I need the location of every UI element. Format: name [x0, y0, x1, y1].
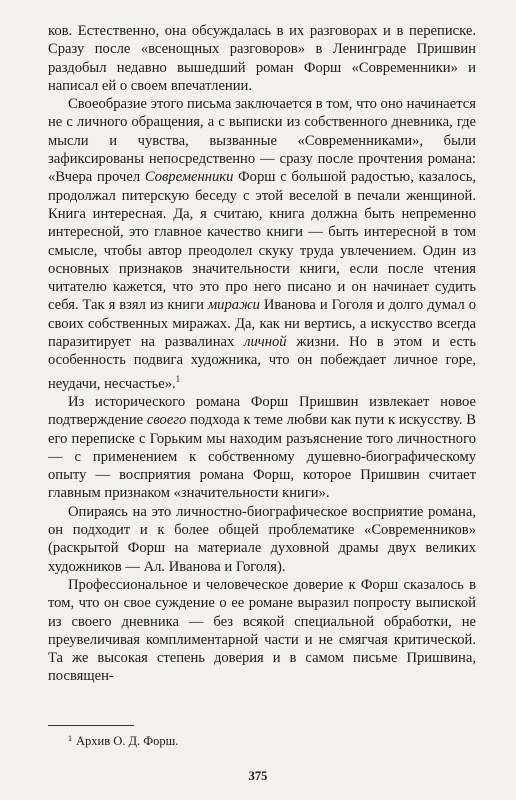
- paragraph-2: [48, 95, 476, 393]
- footnote: [68, 731, 178, 749]
- footnote-text: Архив О. Д. Форш.: [76, 734, 179, 748]
- paragraph-2-italic-1: Современники: [144, 169, 234, 186]
- paragraph-2-italic-3: личной: [244, 334, 287, 351]
- paragraph-4: Опираясь на это личностно-биографическое восприятие романа, он подходит и к более общей проблематике «Современников» (раскрытой Форш на материале духовной драмы двух великих художников — Ал. Иванова и Гоголя).: [48, 503, 476, 575]
- paragraph-3-italic-1: своего: [146, 412, 187, 429]
- page-body: [48, 22, 476, 686]
- paragraph-3-text-b: подхода к теме любви как пути к искусству. В его переписке с Горьким мы находим разъяснение того личностного — с применением к собственному душевно-биографическому опыту — восприятия романа Форш, которое Пришвин считает главным признаком «значительности книги».: [48, 412, 476, 502]
- footnote-mark: 1: [68, 734, 72, 743]
- paragraph-5: Профессиональное и человеческое доверие к Форш сказалось в том, что он свое суждение о ее романе выразил попросту выпиской из своего дневника — без всякой специальной обработки, не преувеличивая комплиментарной части и не смягчая критической. Та же высокая степень доверия и в самом письме Пришвина, посвящен-: [48, 576, 476, 685]
- paragraph-1: ков. Естественно, она обсуждалась в их разговорах и в переписке. Сразу после «всенощных разговоров» в Ленинграде Пришвин раздобыл недавно вышедший роман Форш «Современники» и написал ей о своем впечатлении.: [48, 23, 476, 94]
- page-number: 375: [248, 769, 268, 783]
- footnote-divider: [48, 725, 134, 726]
- paragraph-3: [48, 393, 476, 503]
- footnote-reference: 1: [175, 373, 181, 384]
- paragraph-2-text-d: жизни. Но в этом и есть особенность подвига художника, что он побеждает личное горе, неудачи, несчастье».: [48, 334, 476, 392]
- paragraph-2-text-c: Иванова и Гоголя и долго думал о своих собственных миражах. Да, как ни вертись, а искусство всегда паразитирует на развалинах: [48, 297, 476, 351]
- paragraph-2-italic-2: миражи: [207, 297, 260, 314]
- paragraph-2-text-a: Своеобразие этого письма заключается в том, что оно начинается не с личного обращения, а с выписки из собственного дневника, где мысли и чувства, вызванные «Современниками», были зафиксированы непосредственно — сразу после прочтения романа: «Вчера прочел: [48, 96, 476, 186]
- paragraph-2-text-b: Форш с большой радостью, казалось, продолжал питерскую беседу с этой веселой в печали женщиной. Книга интересная. Да, я считаю, книга должна быть непременно интересной, это главное качество книги — быть интересной в том смысле, чтобы автор преодолел скуку труда увлечением. Один из основных признаков значительности книги, если после чтения читателю кажется, что это про него писано и он начинает судить себя. Так я взял из книги: [48, 169, 476, 314]
- paragraph-3-text-a: Из исторического романа Форш Пришвин извлекает новое подтверждение: [48, 393, 476, 429]
